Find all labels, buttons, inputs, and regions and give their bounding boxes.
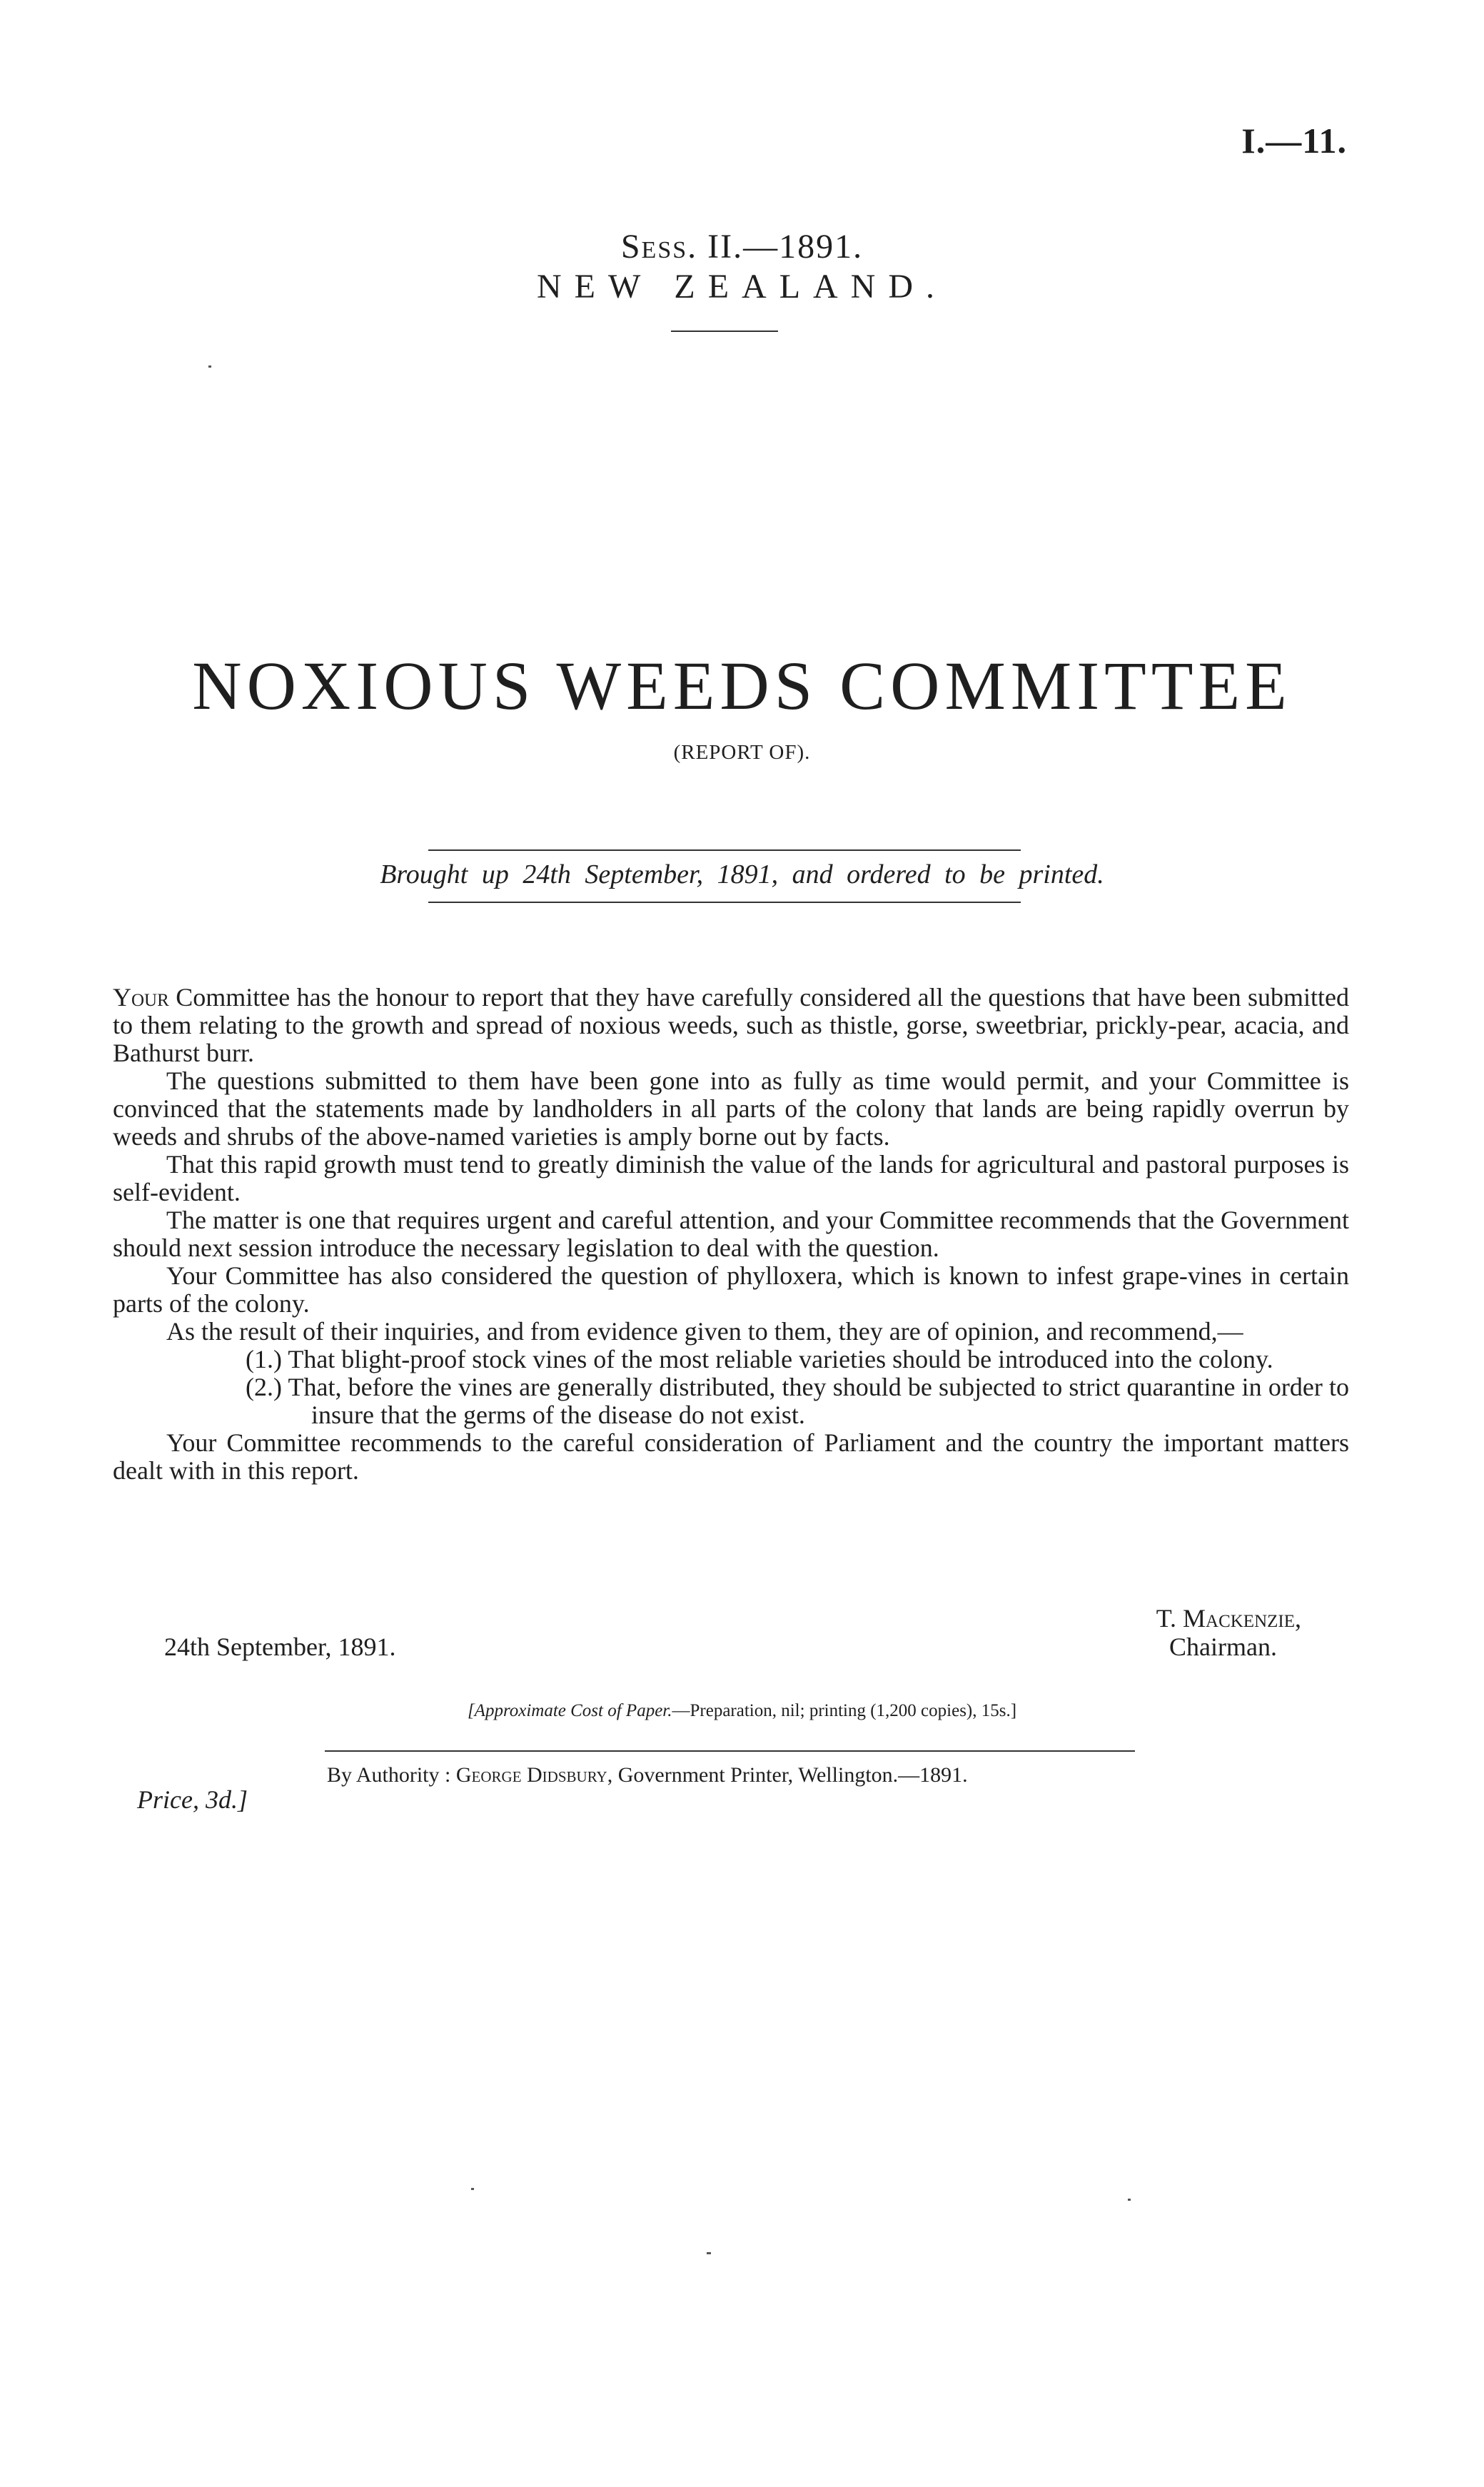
paragraph-findings: The questions submitted to them have been gone into as fully as time would permit, and your Committee is convinced that the statements made by landholders in all parts of the colony that lands are being rapidly overrun by weeds and shrubs of the above-named varieties is amply borne out by facts. xyxy=(113,1066,1349,1151)
cost-label: [Approximate Cost of Paper. xyxy=(467,1701,672,1720)
report-title: NOXIOUS WEEDS COMMITTEE xyxy=(192,647,1292,724)
brought-up-line: Brought up 24th September, 1891, and ordered to be printed. xyxy=(380,859,1104,889)
paragraph-legislation: The matter is one that requires urgent and careful attention, and your Committee recommends that the Government should next session introduce the necessary legislation to deal with the question. xyxy=(113,1206,1349,1262)
signatory-name: T. Mackenzie, xyxy=(1156,1604,1301,1633)
session-year: II.—1891. xyxy=(697,228,864,266)
brought-up-rule-top xyxy=(428,849,1021,851)
opening-word: Your xyxy=(113,983,169,1012)
report-date: 24th September, 1891. xyxy=(164,1633,396,1661)
paragraph-intro xyxy=(113,984,1349,1067)
paragraph-phylloxera: Your Committee has also considered the question of phylloxera, which is known to infest grape-vines in certain parts of the colony. xyxy=(113,1261,1349,1318)
session-prefix: Sess. xyxy=(620,228,698,266)
price-label: Price, 3d.] xyxy=(137,1785,248,1814)
footer-divider xyxy=(325,1750,1135,1752)
brought-up-rule-bottom xyxy=(428,902,1021,903)
paragraph-conclusion: Your Committee recommends to the careful consideration of Parliament and the country the important matters dealt with in this report. xyxy=(113,1428,1349,1485)
authority-prefix: By Authority : xyxy=(327,1763,456,1787)
paragraph-growth: That this rapid growth must tend to greatly diminish the value of the lands for agricultural and pastoral purposes is self-evident. xyxy=(113,1150,1349,1206)
paragraph-intro-text: Committee has the honour to report that they have carefully considered all the questions that have been submitted to them relating to the growth and spread of noxious weeds, such as thistle, gorse, sweetbriar, prickly-pear, acacia, and Bathurst burr. xyxy=(113,983,1349,1067)
signatory-title: Chairman. xyxy=(1169,1633,1277,1661)
recommendation-item: (2.) That, before the vines are generally distributed, they should be subjected to strict quarantine in order to insure that the germs of the disease do not exist. xyxy=(246,1373,1349,1429)
print-speck xyxy=(707,2252,711,2254)
print-speck xyxy=(208,365,211,368)
country-heading: NEW ZEALAND. xyxy=(536,268,948,306)
document-number: I.—11. xyxy=(1241,121,1347,161)
report-subtitle: (REPORT OF). xyxy=(673,741,811,764)
cost-details: —Preparation, nil; printing (1,200 copies), 15s.] xyxy=(672,1701,1017,1720)
paragraph-recommend: As the result of their inquiries, and from evidence given to them, they are of opinion, and recommend,— xyxy=(166,1317,1243,1346)
printer-authority xyxy=(327,1763,968,1787)
cost-note xyxy=(0,1701,1484,1721)
recommendation-item: (1.) That blight-proof stock vines of the most reliable varieties should be introduced into the colony. xyxy=(246,1345,1273,1373)
print-speck xyxy=(471,2188,474,2190)
session-line xyxy=(0,227,1484,266)
print-speck xyxy=(1128,2199,1131,2201)
header-divider xyxy=(671,331,778,332)
report-body xyxy=(113,984,1349,1485)
printer-name: George Didsbury xyxy=(455,1763,607,1787)
authority-details: , Government Printer, Wellington.—1891. xyxy=(607,1763,968,1787)
